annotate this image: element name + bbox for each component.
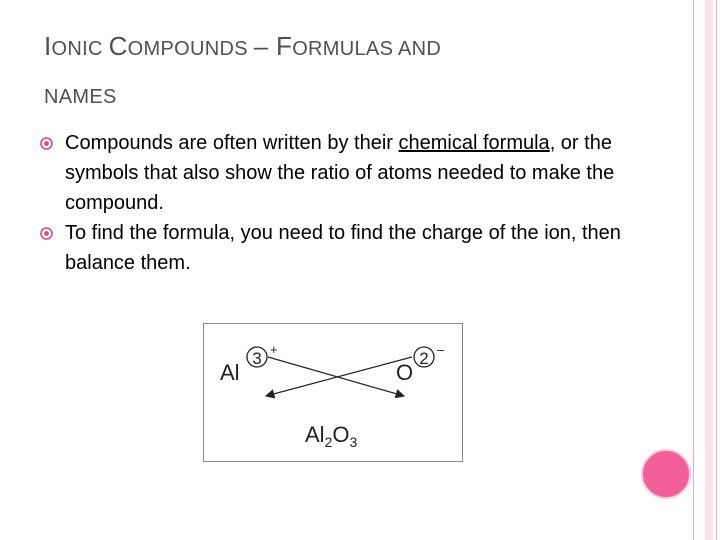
bullet-text-2: To find the formula, you need to find the charge of the ion, then balance them.	[65, 222, 621, 274]
bullet-item-1	[40, 128, 680, 218]
title-line-1: IONIC COMPOUNDS – FORMULAS AND	[44, 31, 442, 61]
bullet-item-2	[40, 218, 680, 278]
left-charge-value: 3	[252, 349, 262, 368]
side-line-left	[693, 0, 694, 540]
right-charge-value: 2	[419, 349, 429, 368]
bullet-list	[40, 128, 680, 278]
criss-cross-diagram	[203, 323, 463, 462]
diagram-svg	[204, 324, 462, 461]
right-charge-sign: –	[437, 342, 445, 357]
bullet-text-1: Compounds are often written by their chemical formula, or the symbols that also show the ratio of atoms needed to make the compound.	[65, 132, 615, 214]
circle-bullet-icon	[40, 137, 53, 150]
left-charge-sign: +	[270, 342, 278, 357]
oxygen-symbol: O	[396, 360, 414, 385]
side-line-right	[716, 0, 717, 540]
circle-bullet-icon	[40, 227, 53, 240]
slide-title	[44, 22, 664, 121]
side-band	[705, 0, 713, 540]
underlined-term: chemical formula	[398, 132, 550, 154]
formula-text: $Al_2O_3$	[305, 422, 358, 450]
title-line-2: NAMES	[44, 86, 117, 108]
aluminum-symbol: Al	[220, 360, 240, 385]
decorative-pink-circle	[641, 449, 691, 499]
